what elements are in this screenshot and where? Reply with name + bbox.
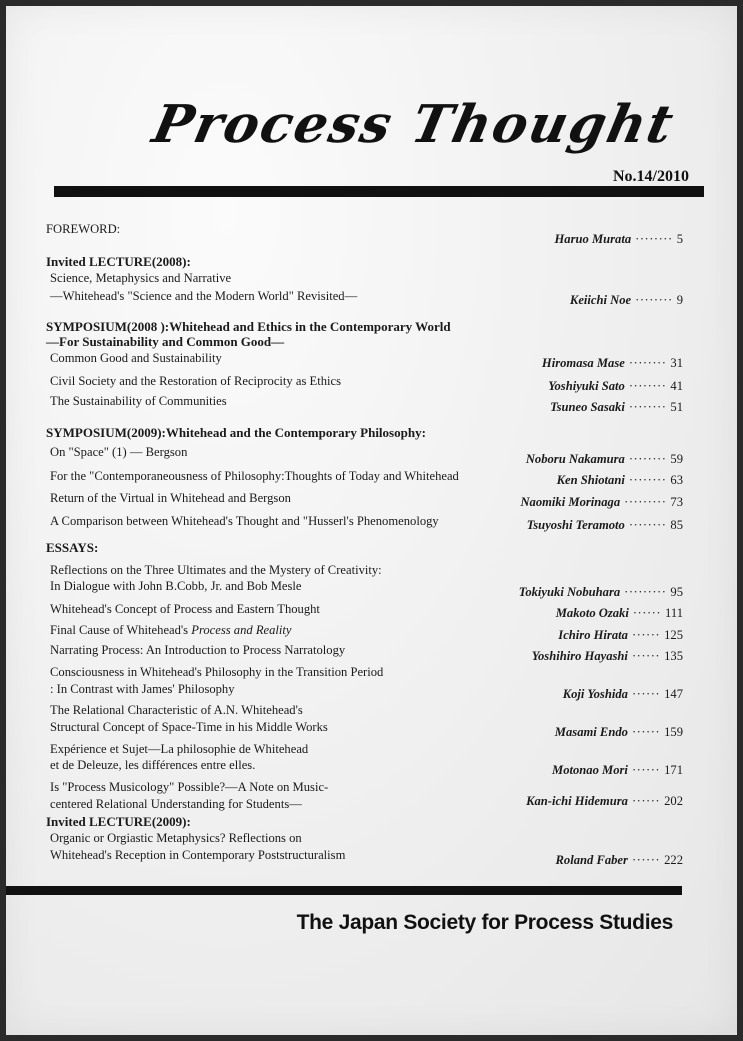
entry-credit: Tsuyoshi Teramoto ········ 85 <box>526 518 683 532</box>
author-name: Noboru Nakamura <box>525 452 625 466</box>
table-of-contents <box>6 6 737 1035</box>
entry-credit: Ichiro Hirata ······ 125 <box>558 628 683 642</box>
entry-title: Narrating Process: An Introduction to Process Narratology <box>50 643 346 657</box>
entry-title-text: Final Cause of Whitehead's <box>50 623 192 637</box>
section-heading: Invited LECTURE(2008): <box>46 254 191 269</box>
page-number: 31 <box>670 356 683 370</box>
entry-subtitle: centered Relational Understanding for Students— <box>50 797 302 811</box>
entry-credit: Yoshiyuki Sato ········ 41 <box>548 379 683 393</box>
author-name: Tsuyoshi Teramoto <box>526 518 625 532</box>
bottom-divider <box>6 886 682 895</box>
entry-subtitle: et de Deleuze, les différences entre elles. <box>50 758 256 772</box>
entry-title: Reflections on the Three Ultimates and the Mystery of Creativity: <box>50 563 382 577</box>
entry-title: Whitehead's Concept of Process and Eastern Thought <box>50 602 320 616</box>
entry-title: Science, Metaphysics and Narrative <box>50 271 232 285</box>
author-name: Koji Yoshida <box>562 687 628 701</box>
entry-credit: Naomiki Morinaga ········· 73 <box>520 495 683 509</box>
foreword-credit: Haruo Murata ········ 5 <box>554 232 683 246</box>
page-number: 63 <box>670 473 683 487</box>
entry-subtitle: Structural Concept of Space-Time in his Middle Works <box>50 720 328 734</box>
entry-credit: Ken Shiotani ········ 63 <box>556 473 683 487</box>
entry-credit: Hiromasa Mase ········ 31 <box>541 356 683 370</box>
page-number: 125 <box>664 628 683 642</box>
entry-title: A Comparison between Whitehead's Thought and "Husserl's Phenomenology <box>50 514 439 528</box>
author-name: Roland Faber <box>555 853 628 867</box>
entry-subtitle: Whitehead's Reception in Contemporary Poststructuralism <box>50 848 346 862</box>
author-name: Masami Endo <box>554 725 628 739</box>
entry-title: Consciousness in Whitehead's Philosophy in the Transition Period <box>50 665 384 679</box>
page-number: 147 <box>664 687 683 701</box>
section-subheading: —For Sustainability and Common Good— <box>46 334 285 349</box>
page-number: 171 <box>664 763 683 777</box>
page-number: 59 <box>670 452 683 466</box>
page-number: 41 <box>670 379 683 393</box>
entry-title: On "Space" (1) — Bergson <box>50 445 188 459</box>
entry-title <box>50 623 292 638</box>
author-name: Ichiro Hirata <box>558 628 628 642</box>
entry-credit: Motonao Mori ······ 171 <box>552 763 683 777</box>
page-number: 222 <box>664 853 683 867</box>
page-number: 73 <box>670 495 683 509</box>
foreword-label: FOREWORD: <box>46 222 121 236</box>
entry-title: Organic or Orgiastic Metaphysics? Reflections on <box>50 831 302 845</box>
page-number: 135 <box>664 649 683 663</box>
author-name: Yoshiyuki Sato <box>548 379 625 393</box>
entry-title: The Sustainability of Communities <box>50 394 227 408</box>
author-name: Makoto Ozaki <box>555 606 629 620</box>
author-name: Keiichi Noe <box>569 293 632 307</box>
journal-title: Process Thought <box>147 94 681 155</box>
page-number: 95 <box>670 585 683 599</box>
issue-number: No.14/2010 <box>613 168 689 185</box>
section-heading: SYMPOSIUM(2008 ):Whitehead and Ethics in the Contemporary World <box>46 319 451 334</box>
author-name: Tsuneo Sasaki <box>550 400 625 414</box>
entry-credit: Tsuneo Sasaki ········ 51 <box>550 400 683 414</box>
entry-title: Return of the Virtual in Whitehead and Bergson <box>50 491 291 505</box>
author-name: Haruo Murata <box>554 232 632 246</box>
page-number: 51 <box>670 400 683 414</box>
entry-title: Civil Society and the Restoration of Reciprocity as Ethics <box>50 374 341 388</box>
entry-title: The Relational Characteristic of A.N. Whitehead's <box>50 703 303 717</box>
section-heading: Invited LECTURE(2009): <box>46 814 191 829</box>
author-name: Tokiyuki Nobuhara <box>518 585 621 599</box>
page-number: 5 <box>676 232 683 246</box>
entry-title: Common Good and Sustainability <box>50 351 222 365</box>
entry-subtitle: —Whitehead's "Science and the Modern World" Revisited— <box>50 289 358 303</box>
section-heading: SYMPOSIUM(2009):Whitehead and the Contemporary Philosophy: <box>46 425 426 440</box>
entry-credit: Koji Yoshida ······ 147 <box>562 687 683 701</box>
section-heading: ESSAYS: <box>46 540 99 555</box>
page-number: 159 <box>664 725 683 739</box>
entry-subtitle: In Dialogue with John B.Cobb, Jr. and Bob Mesle <box>50 579 302 593</box>
page-number: 85 <box>670 518 683 532</box>
publisher-name: The Japan Society for Process Studies <box>296 911 673 934</box>
entry-subtitle: : In Contrast with James' Philosophy <box>50 682 235 696</box>
book-title: Process and Reality <box>191 623 292 637</box>
page-number: 9 <box>676 293 683 307</box>
entry-title: For the "Contemporaneousness of Philosophy:Thoughts of Today and Whitehead <box>50 469 459 483</box>
entry-credit: Noboru Nakamura ········ 59 <box>525 452 683 466</box>
page-number: 111 <box>665 606 683 620</box>
author-name: Motonao Mori <box>552 763 628 777</box>
entry-title: Expérience et Sujet—La philosophie de Whitehead <box>50 742 309 756</box>
entry-credit: Masami Endo ······ 159 <box>554 725 683 739</box>
entry-credit: Roland Faber ······ 222 <box>555 853 683 867</box>
lecture2008-credit: Keiichi Noe ········ 9 <box>569 293 683 307</box>
page-number: 202 <box>664 794 683 808</box>
author-name: Hiromasa Mase <box>541 356 625 370</box>
entry-title: Is "Process Musicology" Possible?—A Note on Music- <box>50 780 329 794</box>
author-name: Naomiki Morinaga <box>520 495 621 509</box>
author-name: Kan-ichi Hidemura <box>526 794 628 808</box>
entry-credit: Makoto Ozaki ······ 111 <box>555 606 683 620</box>
entry-credit: Yoshihiro Hayashi ······ 135 <box>531 649 683 663</box>
entry-credit: Tokiyuki Nobuhara ········· 95 <box>518 585 683 599</box>
journal-cover <box>6 6 737 1035</box>
entry-credit: Kan-ichi Hidemura ······ 202 <box>526 794 683 808</box>
author-name: Yoshihiro Hayashi <box>531 649 628 663</box>
author-name: Ken Shiotani <box>556 473 625 487</box>
